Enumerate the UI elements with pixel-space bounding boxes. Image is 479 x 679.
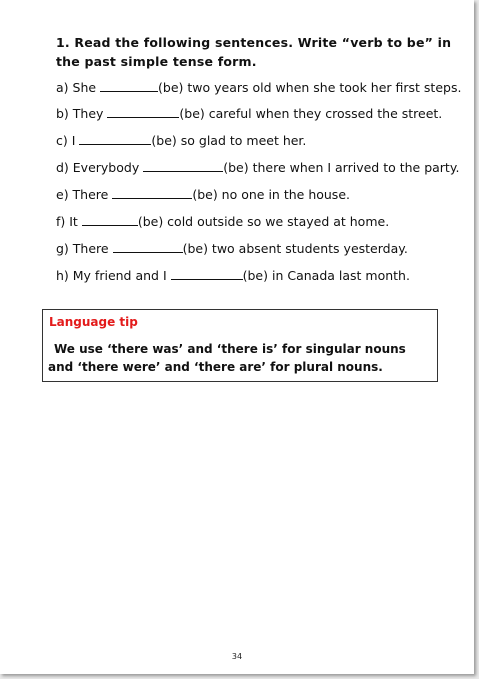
item-suffix: (be) there when I arrived to the party. <box>223 160 460 175</box>
item-prefix: d) Everybody <box>56 160 140 175</box>
item-prefix: c) I <box>56 133 76 148</box>
answer-blank[interactable] <box>112 187 192 199</box>
item-prefix: e) There <box>56 187 109 202</box>
exercise-item-g <box>56 241 408 257</box>
language-tip-title: Language tip <box>49 315 138 329</box>
language-tip-body: We use ‘there was’ and ‘there is’ for singular nouns and ‘there were’ and ‘there are’ for plural nouns. <box>48 342 406 374</box>
item-suffix: (be) no one in the house. <box>192 187 350 202</box>
answer-blank[interactable] <box>171 268 243 280</box>
item-suffix: (be) two absent students yesterday. <box>182 241 408 256</box>
item-prefix: b) They <box>56 106 104 121</box>
item-prefix: f) It <box>56 214 78 229</box>
item-suffix: (be) two years old when she took her first steps. <box>158 80 462 95</box>
exercise-item-f <box>56 214 389 230</box>
exercise-item-d <box>56 160 459 176</box>
item-suffix: (be) so glad to meet her. <box>151 133 307 148</box>
item-suffix: (be) in Canada last month. <box>242 268 410 283</box>
answer-blank[interactable] <box>107 106 179 118</box>
answer-blank[interactable] <box>82 214 138 226</box>
answer-blank[interactable] <box>113 241 183 253</box>
answer-blank[interactable] <box>79 133 151 145</box>
exercise-instruction: 1. Read the following sentences. Write “verb to be” in the past simple tense form. <box>56 35 452 69</box>
exercise-item-a <box>56 80 461 96</box>
page-number: 34 <box>231 652 243 661</box>
item-suffix: (be) careful when they crossed the street. <box>179 106 443 121</box>
item-prefix: g) There <box>56 241 109 256</box>
exercise-item-h <box>56 268 410 284</box>
language-tip-box <box>42 309 438 382</box>
exercise-item-e <box>56 187 350 203</box>
exercise-item-b <box>56 106 442 122</box>
item-prefix: a) She <box>56 80 97 95</box>
exercise-item-c <box>56 133 306 149</box>
answer-blank[interactable] <box>143 160 223 172</box>
answer-blank[interactable] <box>100 80 158 92</box>
item-suffix: (be) cold outside so we stayed at home. <box>137 214 390 229</box>
item-prefix: h) My friend and I <box>56 268 167 283</box>
